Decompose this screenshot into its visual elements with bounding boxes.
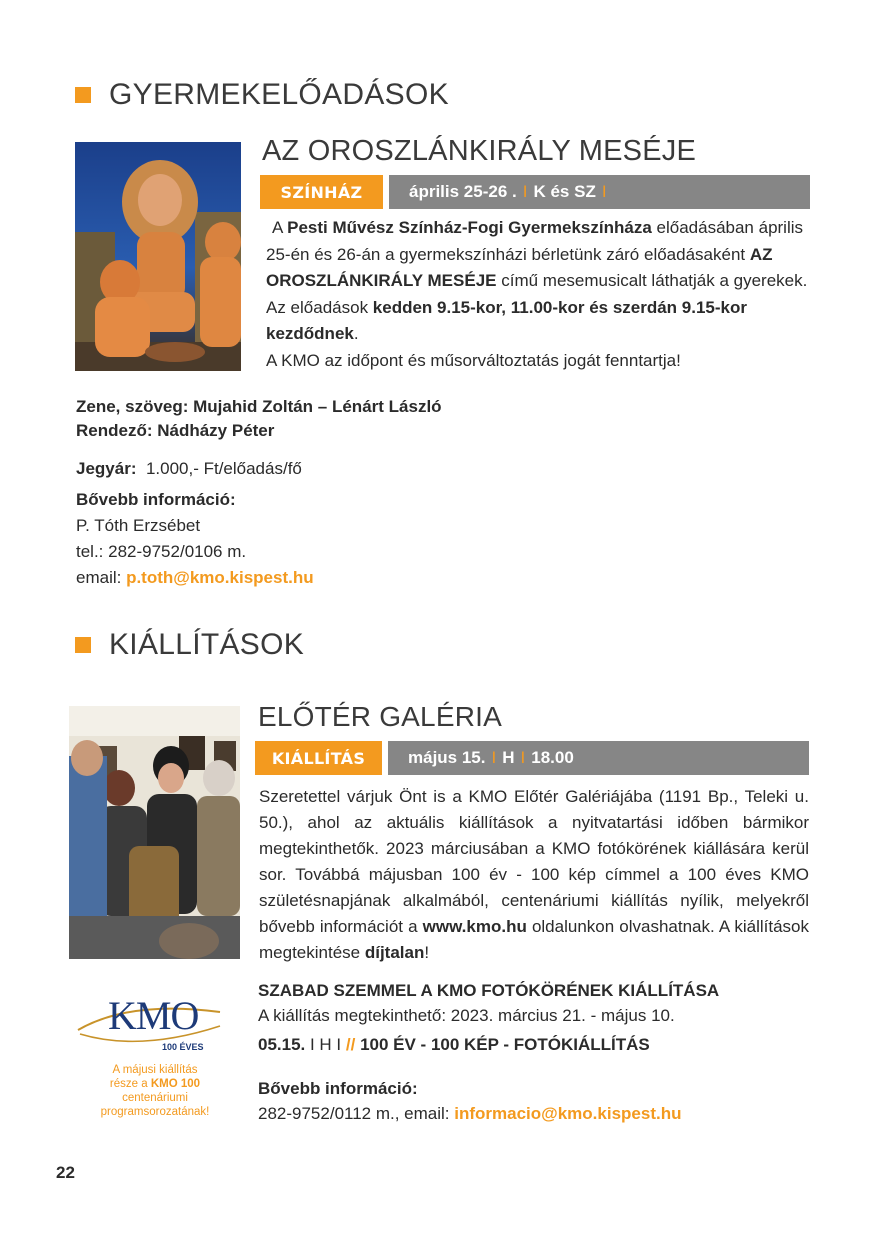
ticket-price: [76, 456, 676, 483]
centenary-title: 100 ÉV - 100 KÉP - FOTÓKIÁLLÍTÁS: [355, 1035, 650, 1054]
caption-line: programsorozatának!: [100, 1106, 210, 1118]
event-time: 18.00: [531, 748, 574, 767]
kmo-100-logo: [70, 990, 245, 1060]
desc-text: előadásában április 25-én és 26-án a gyermekszínházi bérletünk záró előadásaként: [266, 218, 804, 264]
desc-company: Pesti Művész Színház-Fogi Gyermekszínháza: [287, 218, 652, 237]
caption-line: centenáriumi: [122, 1092, 188, 1104]
event-date: május 15.: [408, 748, 486, 767]
centenary-date: 05.15.: [258, 1035, 306, 1054]
caption-line: A májusi kiállítás: [112, 1064, 198, 1076]
section-bullet: [75, 637, 91, 653]
event-date-info: [389, 175, 810, 209]
kmo-caption: [80, 1063, 230, 1119]
contact-name: P. Tóth Erzsébet: [76, 516, 201, 535]
contact-block: [76, 487, 676, 591]
separator: I: [491, 748, 497, 767]
separator: I: [522, 182, 528, 201]
event-days: K és SZ: [533, 182, 596, 201]
credits-director: Rendező: Nádházy Péter: [76, 421, 275, 440]
event-info-bar: [255, 741, 809, 775]
website-link[interactable]: www.kmo.hu: [422, 917, 527, 936]
centenary-slash: //: [345, 1035, 356, 1054]
page-number: 22: [56, 1163, 75, 1182]
sub-exhibition-dates: A kiállítás megtekinthető: 2023. március 21. - május 10.: [258, 1006, 675, 1025]
section-header-gyermekeloadasok: [75, 78, 449, 112]
info-label: Bővebb információ:: [76, 490, 236, 509]
desc-times: kedden 9.15-kor, 11.00-kor és szerdán 9.15-kor kezdődnek: [266, 297, 747, 343]
section-title: GYERMEKELŐADÁSOK: [109, 78, 449, 111]
email-link[interactable]: p.toth@kmo.kispest.hu: [126, 568, 314, 587]
separator: I: [520, 748, 526, 767]
caption-kmo100: KMO 100: [150, 1078, 201, 1090]
event-credits: [76, 395, 676, 443]
sub-exhibition-title: SZABAD SZEMMEL A KMO FOTÓKÖRÉNEK KIÁLLÍTÁSA: [258, 981, 720, 1000]
event-title: AZ OROSZLÁNKIRÁLY MESÉJE: [262, 135, 697, 167]
event-description: [266, 215, 811, 374]
desc-show-title: AZ OROSZLÁNKIRÁLY MESÉJE: [266, 244, 773, 290]
section-title: KIÁLLÍTÁSOK: [109, 628, 305, 661]
contact-phone: 282-9752/0112 m., email:: [258, 1104, 455, 1123]
gallery-photo: [69, 706, 240, 959]
event-day: H: [502, 748, 515, 767]
kmo-years: 100 ÉVES: [162, 1042, 204, 1052]
desc-text: .: [353, 324, 359, 343]
desc-free: díjtalan: [364, 943, 425, 962]
desc-text: !: [424, 943, 430, 962]
desc-disclaimer: A KMO az időpont és műsorváltoztatás jogát fenntartja!: [266, 350, 681, 370]
section-bullet: [75, 87, 91, 103]
desc-text: című mesemusicalt láthatják a gyerekek. Az előadások: [266, 271, 808, 317]
desc-text: A: [272, 218, 288, 237]
contact-phone: tel.: 282-9752/0106 m.: [76, 542, 247, 561]
event-description: [259, 784, 809, 966]
info-label: Bővebb információ:: [258, 1079, 418, 1098]
kmo-wordmark: KMO: [108, 993, 199, 1038]
email-link[interactable]: informacio@kmo.kispest.hu: [454, 1104, 682, 1123]
event-title: ELŐTÉR GALÉRIA: [258, 701, 502, 732]
price-value: 1.000,- Ft/előadás/fő: [145, 459, 302, 478]
desc-text: oldalunkon olvashatnak. A kiállítások megtekintése: [259, 917, 809, 962]
section-header-kiallitasok: [75, 628, 304, 662]
caption-line: része a: [109, 1078, 151, 1090]
sub-exhibition: [258, 978, 818, 1057]
event-info-bar: [260, 175, 810, 209]
centenary-day: I H I: [305, 1035, 346, 1054]
price-label: Jegyár:: [76, 459, 137, 478]
credits-music: Zene, szöveg: Mujahid Zoltán – Lénárt László: [76, 397, 442, 416]
lion-king-photo: [75, 142, 241, 371]
event-date: április 25-26 .: [409, 182, 517, 201]
desc-text: Szeretettel várjuk Önt is a KMO Előtér Galériájába (1191 Bp., Teleki u. 50.), ahol az aktuális kiállítások a nyitvatartási időben bármikor megtekinthetők. 2023 márciusában a KMO fotókörének kiállására kerül sor. Továbbá májusban 100 év - 100 kép címmel a 100 éves KMO születésnapjának alkalmából, centenáriumi kiállítás nyílik, melyekről bővebb információt a: [259, 787, 809, 936]
category-tag: KIÁLLÍTÁS: [255, 741, 382, 775]
contact-block: [258, 1076, 818, 1126]
category-tag: SZÍNHÁZ: [260, 175, 383, 209]
separator: I: [601, 182, 607, 201]
email-label: email:: [76, 568, 127, 587]
event-date-info: [388, 741, 809, 775]
